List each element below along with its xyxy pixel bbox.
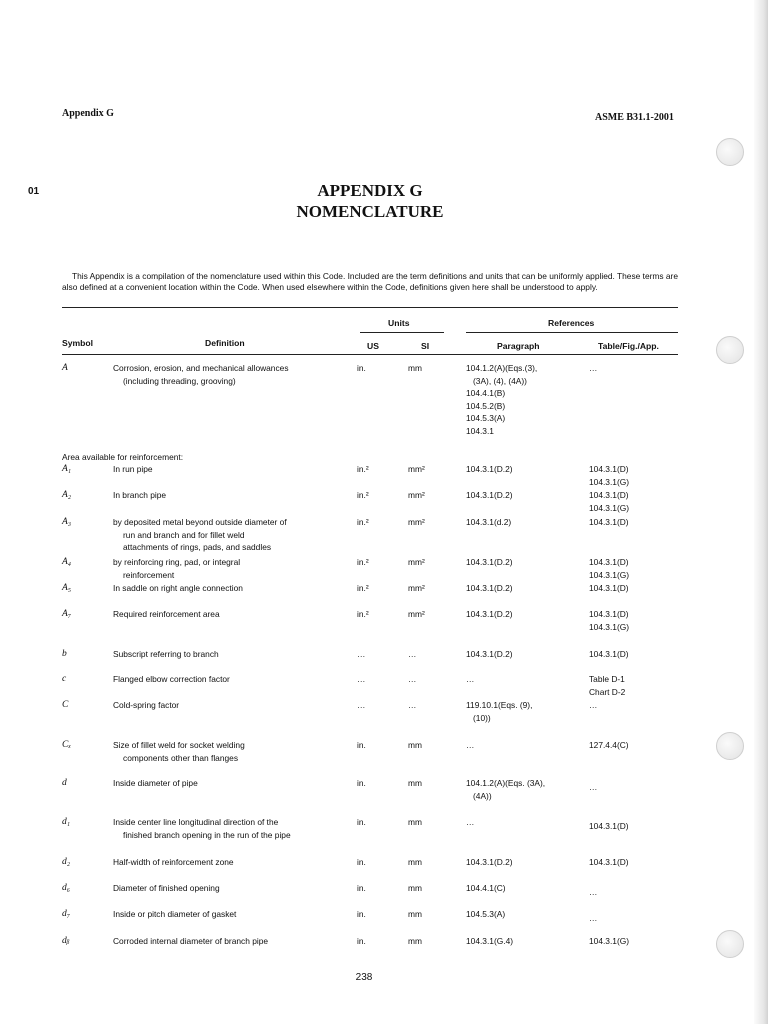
definition-cell-line: Flanged elbow correction factor xyxy=(113,674,230,684)
definition-cell-line: Inside center line longitudinal direction of the xyxy=(113,817,279,827)
paragraph-ref-cell xyxy=(466,777,584,802)
table-ref-cell xyxy=(589,699,679,712)
symbol-cell: dᵦ xyxy=(62,936,70,946)
definition-cell-line: Inside diameter of pipe xyxy=(113,778,198,788)
symbol-cell: A₁ xyxy=(62,464,72,474)
table-ref-cell-line: 104.3.1(D) xyxy=(589,609,629,619)
table-ref-cell xyxy=(589,739,679,752)
paragraph-ref-cell-line: 104.3.1(G.4) xyxy=(466,936,514,946)
table-fig-header: Table/Fig./App. xyxy=(598,341,659,351)
revision-mark: 01 xyxy=(28,186,40,197)
table-ref-cell xyxy=(589,489,679,514)
definition-cell-line: In run pipe xyxy=(113,464,153,474)
symbol-cell: C xyxy=(62,700,69,710)
definition-cell-line: Size of fillet weld for socket welding xyxy=(113,740,245,750)
definition-cell xyxy=(113,699,338,712)
definition-cell-line: Inside or pitch diameter of gasket xyxy=(113,909,237,919)
symbol-cell: d₇ xyxy=(62,909,71,919)
us-unit-cell: in. xyxy=(357,778,366,788)
si-unit-cell: mm xyxy=(408,740,422,750)
symbol-cell: A xyxy=(62,363,68,373)
definition-cell xyxy=(113,739,338,764)
intro-paragraph: This Appendix is a compilation of the nomenclature used within this Code. Included are the term definitions and units that can be uniformly applied. These terms are also defined at a convenient location within the Code. When used elsewhere within the Code, definitions given here shall be understood to apply. xyxy=(62,271,678,292)
us-unit-cell: in. xyxy=(357,909,366,919)
definition-cell-line: (including threading, grooving) xyxy=(123,375,236,386)
table-ref-cell-line: 104.3.1(D) xyxy=(589,583,629,593)
page-title xyxy=(0,180,740,222)
paragraph-ref-cell xyxy=(466,489,584,502)
header-bottom-rule xyxy=(62,354,678,355)
definition-cell xyxy=(113,489,338,502)
binder-hole xyxy=(716,336,744,364)
table-ref-cell-line: 104.3.1(D) xyxy=(589,464,629,474)
paragraph-ref-cell-line: 104.3.1(D.2) xyxy=(466,490,513,500)
paragraph-ref-cell-line: 104.5.3(A) xyxy=(466,413,506,423)
definition-cell xyxy=(113,582,338,595)
paragraph-ref-cell-line: 104.3.1 xyxy=(466,425,494,436)
definition-cell xyxy=(113,362,338,387)
paragraph-ref-cell-line: 104.3.1(D.2) xyxy=(466,583,513,593)
symbol-cell: b xyxy=(62,649,67,659)
si-unit-cell: mm² xyxy=(408,464,425,474)
us-unit-cell: in. xyxy=(357,817,366,827)
table-ref-cell-line: 127.4.4(C) xyxy=(589,740,629,750)
table-ref-cell xyxy=(589,648,679,661)
si-unit-cell: mm xyxy=(408,883,422,893)
paragraph-ref-cell-line: 119.10.1(Eqs. (9), xyxy=(466,700,533,710)
definition-cell-line: In saddle on right angle connection xyxy=(113,583,243,593)
us-unit-cell: … xyxy=(357,674,366,684)
paragraph-ref-cell xyxy=(466,608,584,621)
definition-cell-line: Diameter of finished opening xyxy=(113,883,220,893)
table-ref-cell-line: 104.3.1(D) xyxy=(589,649,629,659)
paragraph-ref-cell-line: 104.5.3(A) xyxy=(466,909,506,919)
definition-cell-line: Half-width of reinforcement zone xyxy=(113,857,234,867)
references-header: References xyxy=(548,318,595,328)
us-unit-cell: … xyxy=(357,700,366,710)
symbol-cell: d₁ xyxy=(62,817,71,827)
paragraph-ref-cell-line: 104.3.1(d.2) xyxy=(466,517,512,527)
definition-cell xyxy=(113,648,338,661)
paragraph-ref-cell-line: 104.4.1(B) xyxy=(466,388,506,398)
running-header-left: Appendix G xyxy=(62,108,114,119)
paragraph-ref-cell-line: 104.3.1(D.2) xyxy=(466,857,513,867)
paragraph-ref-cell xyxy=(466,908,584,921)
si-unit-cell: mm² xyxy=(408,583,425,593)
paragraph-ref-cell-line: 104.3.1(D.2) xyxy=(466,609,513,619)
symbol-cell: A₃ xyxy=(62,517,72,527)
si-unit-cell: … xyxy=(408,649,417,659)
table-ref-cell-line: 104.3.1(D) xyxy=(589,557,629,567)
us-unit-cell: in.² xyxy=(357,517,369,527)
definition-cell xyxy=(113,608,338,621)
paragraph-header: Paragraph xyxy=(497,341,540,351)
si-unit-cell: mm xyxy=(408,936,422,946)
us-unit-cell: in. xyxy=(357,857,366,867)
definition-cell xyxy=(113,882,338,895)
paragraph-ref-cell-line: … xyxy=(466,674,475,684)
group-label: Area available for reinforcement: xyxy=(62,452,184,462)
binder-hole xyxy=(716,930,744,958)
table-top-rule xyxy=(62,307,678,308)
us-unit-cell: in. xyxy=(357,936,366,946)
us-unit-cell: in. xyxy=(357,740,366,750)
definition-cell-line: In branch pipe xyxy=(113,490,167,500)
table-ref-cell-line: Chart D-2 xyxy=(589,686,626,697)
table-ref-cell xyxy=(589,856,679,869)
us-unit-cell: in.² xyxy=(357,464,369,474)
paragraph-ref-cell-line: 104.3.1(D.2) xyxy=(466,464,513,474)
us-unit-cell: in. xyxy=(357,883,366,893)
binder-hole xyxy=(716,732,744,760)
us-unit-cell: in.² xyxy=(357,583,369,593)
us-unit-cell: in.² xyxy=(357,557,369,567)
table-ref-cell-line: 104.3.1(D) xyxy=(589,821,629,831)
paragraph-ref-cell xyxy=(466,739,584,752)
paragraph-ref-cell-line: 104.5.2(B) xyxy=(466,400,506,411)
table-ref-cell-line: … xyxy=(589,782,598,792)
page-number: 238 xyxy=(355,972,373,983)
us-unit-cell: in.² xyxy=(357,609,369,619)
us-unit-cell: … xyxy=(357,649,366,659)
si-unit-cell: mm² xyxy=(408,609,425,619)
definition-cell-line: Cold-spring factor xyxy=(113,700,180,710)
table-ref-cell xyxy=(589,820,679,833)
definition-cell-line: components other than flanges xyxy=(123,752,239,763)
definition-cell xyxy=(113,673,338,686)
table-ref-cell xyxy=(589,886,679,899)
si-unit-cell: … xyxy=(408,674,417,684)
si-unit-cell: mm xyxy=(408,778,422,788)
definition-cell-line: Required reinforcement area xyxy=(113,609,220,619)
table-ref-cell-line: 104.3.1(D) xyxy=(589,517,629,527)
us-unit-cell: in.² xyxy=(357,490,369,500)
symbol-cell: Cₓ xyxy=(62,740,72,750)
symbol-cell: A₄ xyxy=(62,557,72,567)
paragraph-ref-cell xyxy=(466,362,584,437)
running-header-right: ASME B31.1-2001 xyxy=(595,112,674,123)
paragraph-ref-cell xyxy=(466,582,584,595)
paragraph-ref-cell xyxy=(466,935,584,948)
binder-hole xyxy=(716,138,744,166)
definition-cell-line: Corroded internal diameter of branch pipe xyxy=(113,936,269,946)
paragraph-ref-cell xyxy=(466,556,584,569)
definition-cell-line: Corrosion, erosion, and mechanical allowances xyxy=(113,363,289,373)
symbol-cell: d₂ xyxy=(62,857,71,867)
table-ref-cell-line: … xyxy=(589,913,598,923)
units-rule xyxy=(360,332,444,333)
si-unit-cell: mm xyxy=(408,817,422,827)
table-ref-cell xyxy=(589,463,679,488)
table-ref-cell xyxy=(589,608,679,633)
symbol-cell: A₂ xyxy=(62,490,72,500)
references-rule xyxy=(466,332,678,333)
paragraph-ref-cell xyxy=(466,648,584,661)
table-ref-cell-line: … xyxy=(589,887,598,897)
paragraph-ref-cell-line: … xyxy=(466,817,475,827)
definition-cell xyxy=(113,856,338,869)
definition-cell xyxy=(113,516,338,554)
paragraph-ref-cell xyxy=(466,516,584,529)
paragraph-ref-cell-line: (4A)) xyxy=(473,790,492,801)
paragraph-ref-cell xyxy=(466,673,584,686)
symbol-cell: c xyxy=(62,674,67,684)
definition-cell-line: reinforcement xyxy=(123,569,175,580)
definition-cell xyxy=(113,908,338,921)
title-line-2: NOMENCLATURE xyxy=(296,202,444,221)
table-ref-cell-line: … xyxy=(589,363,598,373)
si-unit-cell: mm xyxy=(408,857,422,867)
table-ref-cell-line: 104.3.1(G) xyxy=(589,476,630,487)
table-ref-cell xyxy=(589,556,679,581)
definition-cell xyxy=(113,816,338,841)
paragraph-ref-cell-line: 104.1.2(A)(Eqs. (3A), xyxy=(466,778,546,788)
paragraph-ref-cell xyxy=(466,856,584,869)
definition-cell xyxy=(113,777,338,790)
page-edge-shadow xyxy=(754,0,768,1024)
table-ref-cell xyxy=(589,582,679,595)
definition-cell-line: by reinforcing ring, pad, or integral xyxy=(113,557,241,567)
definition-cell-line: finished branch opening in the run of the pipe xyxy=(123,829,291,840)
table-ref-cell xyxy=(589,673,679,698)
si-unit-cell: … xyxy=(408,700,417,710)
si-unit-cell: mm xyxy=(408,909,422,919)
us-unit-cell: in. xyxy=(357,363,366,373)
si-header: SI xyxy=(421,341,430,351)
table-ref-cell-line: 104.3.1(D) xyxy=(589,490,629,500)
si-unit-cell: mm² xyxy=(408,517,425,527)
definition-cell xyxy=(113,556,338,581)
si-unit-cell: mm xyxy=(408,363,422,373)
definition-cell-line: Subscript referring to branch xyxy=(113,649,219,659)
table-ref-cell xyxy=(589,781,679,794)
table-ref-cell xyxy=(589,912,679,925)
definition-cell-line: run and branch and for fillet weld xyxy=(123,529,245,540)
paragraph-ref-cell-line: (10)) xyxy=(473,712,491,723)
definition-cell-line: by deposited metal beyond outside diameter of xyxy=(113,517,287,527)
symbol-cell: d₆ xyxy=(62,883,71,893)
table-ref-cell-line: 104.3.1(G) xyxy=(589,502,630,513)
definition-header: Definition xyxy=(205,338,245,348)
paragraph-ref-cell-line: 104.3.1(D.2) xyxy=(466,649,513,659)
symbol-cell: A₇ xyxy=(62,609,72,619)
definition-cell xyxy=(113,935,338,948)
table-ref-cell xyxy=(589,516,679,529)
title-line-1: APPENDIX G xyxy=(317,181,423,200)
definition-cell xyxy=(113,463,338,476)
definition-cell-line: attachments of rings, pads, and saddles xyxy=(123,542,272,552)
table-ref-cell-line: 104.3.1(G) xyxy=(589,621,630,632)
table-ref-cell-line: Table D-1 xyxy=(589,674,625,684)
symbol-cell: d xyxy=(62,778,67,788)
paragraph-ref-cell xyxy=(466,816,584,829)
paragraph-ref-cell-line: 104.4.1(C) xyxy=(466,883,506,893)
paragraph-ref-cell xyxy=(466,882,584,895)
table-ref-cell-line: … xyxy=(589,700,598,710)
us-header: US xyxy=(367,341,379,351)
table-ref-cell-line: 104.3.1(D) xyxy=(589,857,629,867)
symbol-header: Symbol xyxy=(62,338,94,348)
units-header: Units xyxy=(388,318,410,328)
paragraph-ref-cell-line: 104.3.1(D.2) xyxy=(466,557,513,567)
symbol-cell: A₅ xyxy=(62,583,72,593)
table-ref-cell-line: 104.3.1(G) xyxy=(589,569,630,580)
paragraph-ref-cell-line: … xyxy=(466,740,475,750)
table-ref-cell xyxy=(589,362,679,375)
paragraph-ref-cell-line: (3A), (4), (4A)) xyxy=(473,375,527,386)
paragraph-ref-cell xyxy=(466,699,584,724)
paragraph-ref-cell xyxy=(466,463,584,476)
table-ref-cell-line: 104.3.1(G) xyxy=(589,936,630,946)
si-unit-cell: mm² xyxy=(408,490,425,500)
table-ref-cell xyxy=(589,935,679,948)
paragraph-ref-cell-line: 104.1.2(A)(Eqs.(3), xyxy=(466,363,538,373)
si-unit-cell: mm² xyxy=(408,557,425,567)
